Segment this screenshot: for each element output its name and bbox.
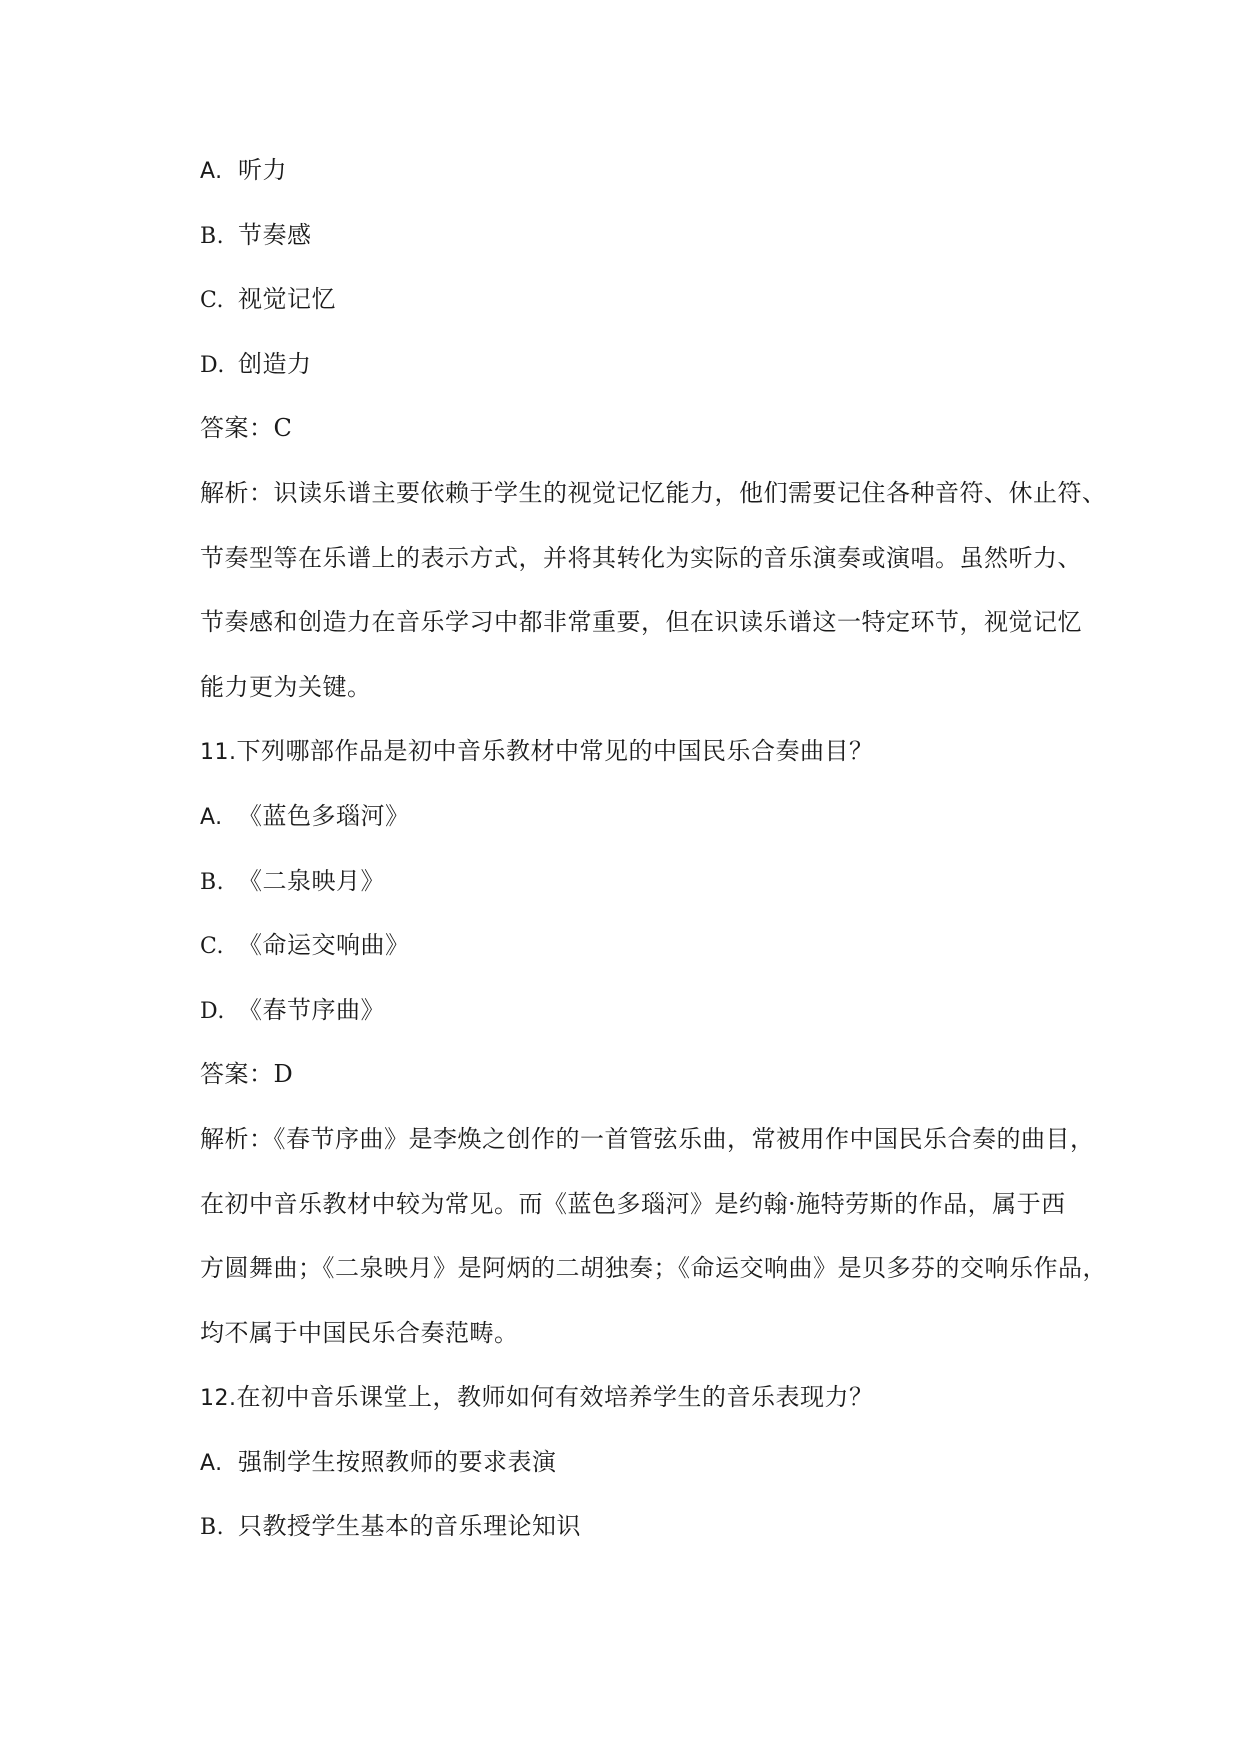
q10-option-d [200, 332, 1100, 397]
option-text: 节奏感 [238, 220, 312, 249]
q10-option-c [200, 267, 1100, 332]
option-label: B. [200, 869, 225, 895]
q11-option-a [200, 784, 1100, 849]
option-label: B. [200, 1515, 225, 1541]
option-label: A. [200, 1450, 223, 1476]
option-text: 创造力 [238, 349, 312, 378]
q10-explanation-line-2: 节奏型等在乐谱上的表示方式，并将其转化为实际的音乐演奏或演唱。虽然听力、 [200, 543, 1082, 572]
q10-answer: 答案：C [200, 414, 293, 443]
q12-option-b [200, 1494, 1100, 1559]
q11-question [200, 719, 1100, 784]
option-text: 《蓝色多瑙河》 [238, 801, 410, 830]
q12-option-a [200, 1430, 1100, 1495]
page-content [200, 138, 1107, 1559]
q11-explanation-line-2: 在初中音乐教材中较为常见。而《蓝色多瑙河》是约翰·施特劳斯的作品，属于西 [200, 1189, 1066, 1218]
q10-explanation-line-1: 解析：识读乐谱主要依赖于学生的视觉记忆能力，他们需要记住各种音符、休止符、 [200, 478, 1107, 507]
question-text: 下列哪部作品是初中音乐教材中常见的中国民乐合奏曲目？ [236, 737, 874, 766]
q11-explanation-line-4: 均不属于中国民乐合奏范畴。 [200, 1318, 519, 1347]
q11-option-c [200, 913, 1100, 978]
option-text: 《命运交响曲》 [238, 931, 410, 960]
q12-question [200, 1365, 1100, 1430]
question-number: 12. [200, 1386, 237, 1412]
option-label: D. [200, 998, 225, 1024]
q10-explanation-line-3: 节奏感和创造力在音乐学习中都非常重要，但在识读乐谱这一特定环节，视觉记忆 [200, 608, 1082, 637]
q11-option-b [200, 849, 1100, 914]
option-text: 《二泉映月》 [238, 866, 385, 895]
q10-option-a [200, 138, 1100, 203]
option-label: C. [200, 934, 225, 960]
q11-option-d [200, 978, 1100, 1043]
option-text: 只教授学生基本的音乐理论知识 [238, 1512, 581, 1541]
q10-option-b [200, 203, 1100, 268]
option-text: 《春节序曲》 [238, 995, 385, 1024]
option-label: D. [200, 352, 225, 378]
option-label: A. [200, 804, 223, 830]
q11-explanation-line-3: 方圆舞曲；《二泉映月》是阿炳的二胡独奏；《命运交响曲》是贝多芬的交响乐作品， [200, 1254, 1107, 1283]
option-text: 视觉记忆 [238, 285, 336, 314]
question-number: 11. [200, 740, 237, 766]
q11-answer: 答案：D [200, 1060, 294, 1089]
option-text: 强制学生按照教师的要求表演 [238, 1447, 557, 1476]
q11-explanation-line-1: 解析：《春节序曲》是李焕之创作的一首管弦乐曲，常被用作中国民乐合奏的曲目， [200, 1124, 1095, 1153]
option-text: 听力 [238, 156, 287, 184]
q10-explanation-line-4: 能力更为关键。 [200, 672, 372, 701]
option-label: B. [200, 223, 225, 249]
option-label: A. [200, 159, 223, 184]
question-text: 在初中音乐课堂上，教师如何有效培养学生的音乐表现力？ [236, 1383, 874, 1412]
option-label: C. [200, 288, 225, 314]
